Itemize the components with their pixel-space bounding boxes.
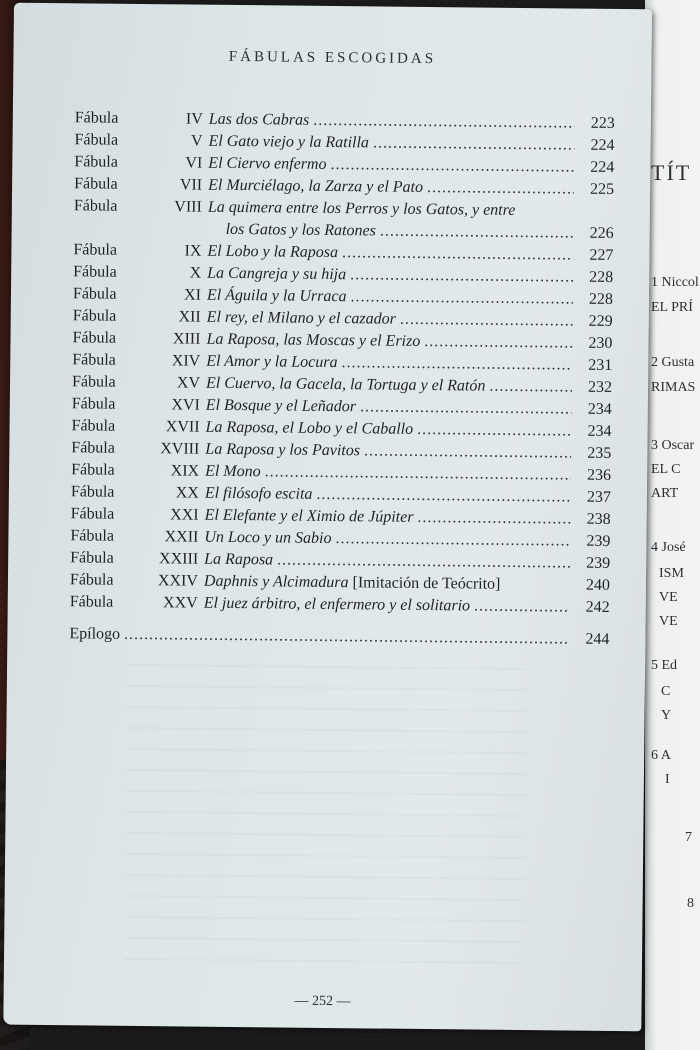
toc-label: Fábula: [70, 483, 115, 501]
dot-leader: [350, 286, 573, 310]
toc-page: 235: [587, 444, 612, 462]
toc-title: El Gato viejo y la Ratilla: [208, 132, 370, 152]
toc-number: IV: [185, 110, 203, 128]
toc-number: VI: [185, 154, 203, 172]
dot-leader: [373, 132, 575, 156]
toc-label: Fábula: [73, 263, 117, 281]
facing-page-fragment: 8: [687, 896, 694, 911]
toc-page: 242: [585, 598, 610, 616]
toc-label: Fábula: [71, 461, 115, 479]
facing-page-fragment: VE: [659, 590, 678, 605]
toc-title: El Cuervo, la Gacela, la Tortuga y el Ratón: [205, 374, 486, 395]
epilogue-title: Epílogo: [69, 625, 121, 643]
table-of-contents: [69, 107, 615, 651]
toc-number: XXI: [170, 506, 199, 524]
toc-title: El Amor y la Locura: [206, 352, 338, 372]
toc-page: 231: [588, 356, 613, 374]
toc-number: XIII: [172, 330, 201, 348]
facing-page-fragment: 5 Ed: [651, 658, 678, 673]
facing-page-fragment: 1 Niccol: [651, 275, 699, 290]
dot-leader: [360, 396, 572, 420]
toc-page: 240: [585, 576, 611, 594]
toc-label: Fábula: [73, 197, 118, 215]
facing-page-fragment: 4 José: [651, 540, 686, 555]
dot-leader: [364, 440, 572, 464]
toc-title: La Raposa: [204, 550, 274, 569]
toc-page: 234: [587, 422, 612, 440]
dot-leader: [417, 507, 570, 531]
toc-label: Fábula: [74, 109, 119, 127]
dot-leader: [313, 110, 575, 135]
toc-number: XI: [183, 286, 202, 304]
facing-page-fragment: EL C: [651, 462, 681, 477]
facing-page-fragment: RIMAS: [651, 380, 696, 395]
toc-label: Fábula: [70, 527, 115, 545]
toc-page: 232: [587, 378, 613, 396]
toc-page: 228: [588, 290, 614, 308]
facing-page: [645, 0, 700, 1050]
toc-number: XV: [176, 374, 201, 392]
running-head: FÁBULAS ESCOGIDAS: [228, 48, 437, 68]
toc-number: VII: [179, 176, 203, 194]
toc-number: XVIII: [160, 440, 200, 458]
dot-leader: [335, 528, 570, 552]
dot-leader: [341, 352, 572, 376]
toc-title: El Murciélago, la Zarza y el Pato: [208, 176, 424, 196]
dot-leader: [265, 461, 572, 486]
facing-page-fragment: I: [665, 772, 670, 787]
toc-label: Fábula: [71, 439, 115, 457]
toc-number: XVII: [165, 418, 200, 436]
toc-label: [74, 217, 144, 218]
toc-number: XXIV: [157, 572, 199, 590]
toc-number: XXII: [164, 528, 199, 546]
facing-page-fragment: 6 A: [651, 748, 671, 763]
toc-label: Fábula: [74, 175, 118, 193]
toc-label: Fábula: [72, 307, 117, 325]
toc-title: El filósofo escita: [204, 484, 313, 503]
toc-title-text: Daphnis y Alcimadura: [203, 572, 349, 592]
toc-title-note: [Imitación de Teócrito]: [352, 574, 501, 593]
dot-leader: [400, 309, 573, 333]
toc-title: El rey, el Milano y el cazador: [206, 308, 396, 328]
toc-label: Fábula: [69, 593, 114, 611]
dot-leader: [380, 221, 574, 245]
toc-title: El Elefante y el Ximio de Júpiter: [204, 506, 414, 526]
show-through-text: [124, 664, 527, 968]
toc-number: XVI: [171, 396, 200, 414]
toc-title: Un Loco y un Sabio: [204, 528, 332, 548]
toc-number: [150, 218, 202, 219]
toc-page: 223: [590, 114, 615, 132]
dot-leader: [277, 549, 570, 574]
toc-title: El juez árbitro, el enfermero y el solitario: [203, 594, 471, 615]
facing-page-fragment: ART: [651, 486, 679, 501]
toc-title: El Águila y la Urraca: [206, 286, 347, 306]
facing-page-fragment: Y: [661, 708, 672, 723]
toc-label: Fábula: [74, 131, 119, 149]
toc-number: XIV: [171, 352, 201, 370]
toc-page: 230: [588, 334, 613, 352]
facing-page-fragment: 3 Oscar: [651, 438, 695, 453]
toc-label: Fábula: [72, 285, 117, 303]
facing-page-fragment: 7: [685, 830, 692, 845]
dot-leader: [424, 331, 572, 355]
toc-number: VIII: [174, 198, 202, 216]
toc-title: La Cangreja y su hija: [207, 264, 347, 284]
toc-page: 238: [586, 510, 611, 528]
toc-number: V: [190, 132, 203, 150]
toc-title: La quimera entre los Perros y los Gatos, y entre: [207, 198, 516, 219]
dot-leader: [474, 596, 570, 619]
toc-label: Fábula: [73, 241, 118, 259]
toc-title: Las dos Cabras: [208, 110, 310, 129]
toc-page: 237: [586, 488, 611, 506]
toc-page: 239: [586, 554, 611, 572]
toc-label: Fábula: [72, 351, 116, 369]
toc-label: Fábula: [70, 549, 114, 567]
toc-label: Fábula: [72, 329, 117, 347]
toc-label: Fábula: [69, 571, 114, 589]
toc-title: La Raposa, las Moscas y el Erizo: [206, 330, 421, 350]
dot-leader: [124, 624, 570, 651]
dot-leader: [489, 376, 572, 399]
toc-number: IX: [184, 242, 202, 260]
toc-page: 226: [589, 224, 614, 242]
toc-label: Fábula: [74, 153, 118, 171]
epilogue-page: 244: [585, 630, 610, 648]
toc-title: El Bosque y el Leñador: [205, 396, 357, 416]
toc-number: XX: [175, 484, 199, 502]
toc-row-epilogue: [69, 623, 609, 651]
toc-label: Fábula: [71, 395, 116, 413]
facing-page-fragment: VE: [659, 614, 678, 629]
book-page: [3, 3, 652, 1032]
dot-leader: [417, 419, 572, 443]
toc-label: Fábula: [71, 373, 116, 391]
toc-title: [204, 571, 505, 596]
toc-title: los Gatos y los Ratones: [225, 220, 376, 240]
facing-page-fragment: TÍT: [651, 160, 692, 185]
toc-page: 229: [588, 312, 613, 330]
toc-number: XXIII: [159, 550, 199, 568]
toc-page: 239: [586, 532, 611, 550]
toc-page: 227: [589, 246, 614, 264]
toc-page: 224: [590, 158, 615, 176]
facing-page-fragment: C: [661, 684, 671, 699]
toc-number: X: [189, 264, 202, 282]
dot-leader: [330, 154, 574, 179]
facing-page-fragment: 2 Gusta: [651, 355, 695, 370]
toc-page: 225: [590, 180, 615, 198]
dot-leader: [427, 177, 574, 201]
toc-label: Fábula: [71, 417, 116, 435]
toc-title: El Ciervo enfermo: [208, 154, 327, 173]
toc-page: 224: [590, 136, 615, 154]
facing-page-fragment: ISM: [659, 566, 684, 581]
toc-page: 228: [589, 268, 614, 286]
dot-leader: [342, 242, 574, 266]
toc-title: El Lobo y la Raposa: [207, 242, 339, 262]
toc-label: Fábula: [70, 505, 115, 523]
toc-number: XXV: [162, 594, 198, 612]
facing-page-fragment: EL PRÍ: [651, 300, 693, 315]
toc-title: La Raposa y los Pavitos: [205, 440, 361, 460]
dot-leader: [316, 484, 571, 509]
toc-page: 234: [587, 400, 612, 418]
toc-title: La Raposa, el Lobo y el Caballo: [205, 418, 414, 438]
page-number: — 252 —: [294, 993, 351, 1010]
toc-number: XIX: [170, 462, 200, 480]
toc-number: XII: [178, 308, 201, 326]
toc-page: 236: [587, 466, 612, 484]
toc-title: El Mono: [205, 462, 261, 481]
dot-leader: [350, 264, 573, 288]
